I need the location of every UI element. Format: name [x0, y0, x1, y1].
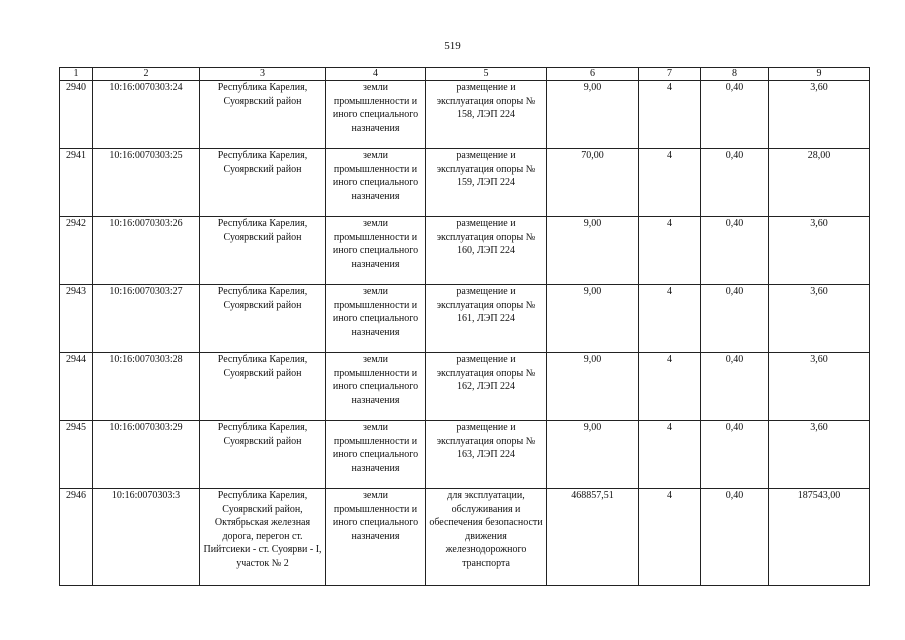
land-category-cell: земли промышленности и иного специального назначения	[326, 81, 426, 149]
permitted-use-cell: размещение и эксплуатация опоры № 159, ЛЭП 224	[426, 149, 547, 217]
location-cell: Республика Карелия, Суоярвский район	[200, 149, 326, 217]
permitted-use-cell: размещение и эксплуатация опоры № 161, ЛЭП 224	[426, 285, 547, 353]
column-7-cell: 4	[639, 81, 701, 149]
page-number: 519	[444, 40, 461, 52]
column-8-cell: 0,40	[701, 489, 769, 586]
land-category-cell: земли промышленности и иного специального назначения	[326, 285, 426, 353]
land-register-table	[59, 67, 870, 586]
cadastral-number-cell: 10:16:0070303:28	[93, 353, 200, 421]
column-7-cell: 4	[639, 217, 701, 285]
column-9-cell: 187543,00	[769, 489, 870, 586]
permitted-use-cell: размещение и эксплуатация опоры № 162, ЛЭП 224	[426, 353, 547, 421]
column-number: 8	[701, 68, 769, 81]
land-category-cell: земли промышленности и иного специального назначения	[326, 489, 426, 586]
permitted-use-cell: размещение и эксплуатация опоры № 158, ЛЭП 224	[426, 81, 547, 149]
column-7-cell: 4	[639, 149, 701, 217]
permitted-use-cell: размещение и эксплуатация опоры № 160, ЛЭП 224	[426, 217, 547, 285]
location-cell: Республика Карелия, Суоярвский район	[200, 285, 326, 353]
cadastral-number-cell: 10:16:0070303:29	[93, 421, 200, 489]
cadastral-number-cell: 10:16:0070303:25	[93, 149, 200, 217]
area-cell: 70,00	[547, 149, 639, 217]
area-cell: 468857,51	[547, 489, 639, 586]
land-category-cell: земли промышленности и иного специального назначения	[326, 217, 426, 285]
land-category-cell: земли промышленности и иного специального назначения	[326, 421, 426, 489]
cadastral-number-cell: 10:16:0070303:3	[93, 489, 200, 586]
location-cell: Республика Карелия, Суоярвский район	[200, 353, 326, 421]
column-9-cell: 3,60	[769, 285, 870, 353]
table-row	[60, 217, 870, 285]
record-number-cell: 2945	[60, 421, 93, 489]
column-9-cell: 28,00	[769, 149, 870, 217]
column-7-cell: 4	[639, 421, 701, 489]
land-category-cell: земли промышленности и иного специального назначения	[326, 149, 426, 217]
record-number-cell: 2941	[60, 149, 93, 217]
cadastral-number-cell: 10:16:0070303:27	[93, 285, 200, 353]
column-8-cell: 0,40	[701, 149, 769, 217]
column-number: 6	[547, 68, 639, 81]
record-number-cell: 2944	[60, 353, 93, 421]
column-9-cell: 3,60	[769, 421, 870, 489]
permitted-use-cell: для эксплуатации, обслуживания и обеспечения безопасности движения железнодорожного транспорта	[426, 489, 547, 586]
record-number-cell: 2943	[60, 285, 93, 353]
table-row	[60, 421, 870, 489]
area-cell: 9,00	[547, 217, 639, 285]
column-number-row	[60, 68, 870, 81]
column-7-cell: 4	[639, 489, 701, 586]
cadastral-number-cell: 10:16:0070303:24	[93, 81, 200, 149]
permitted-use-cell: размещение и эксплуатация опоры № 163, ЛЭП 224	[426, 421, 547, 489]
table-row	[60, 489, 870, 586]
column-9-cell: 3,60	[769, 353, 870, 421]
column-number: 7	[639, 68, 701, 81]
column-8-cell: 0,40	[701, 81, 769, 149]
record-number-cell: 2942	[60, 217, 93, 285]
cadastral-number-cell: 10:16:0070303:26	[93, 217, 200, 285]
column-8-cell: 0,40	[701, 285, 769, 353]
record-number-cell: 2946	[60, 489, 93, 586]
column-number: 2	[93, 68, 200, 81]
column-9-cell: 3,60	[769, 217, 870, 285]
column-number: 4	[326, 68, 426, 81]
land-category-cell: земли промышленности и иного специального назначения	[326, 353, 426, 421]
column-number: 5	[426, 68, 547, 81]
record-number-cell: 2940	[60, 81, 93, 149]
location-cell: Республика Карелия, Суоярвский район, Октябрьская железная дорога, перегон ст. Пийтсиеки - ст. Суоярви - I, участок № 2	[200, 489, 326, 586]
column-8-cell: 0,40	[701, 421, 769, 489]
column-7-cell: 4	[639, 353, 701, 421]
column-number: 1	[60, 68, 93, 81]
column-number: 3	[200, 68, 326, 81]
table-row	[60, 149, 870, 217]
column-7-cell: 4	[639, 285, 701, 353]
location-cell: Республика Карелия, Суоярвский район	[200, 217, 326, 285]
table-row	[60, 353, 870, 421]
area-cell: 9,00	[547, 285, 639, 353]
column-number: 9	[769, 68, 870, 81]
table-row	[60, 81, 870, 149]
area-cell: 9,00	[547, 353, 639, 421]
area-cell: 9,00	[547, 81, 639, 149]
column-8-cell: 0,40	[701, 353, 769, 421]
location-cell: Республика Карелия, Суоярвский район	[200, 421, 326, 489]
column-8-cell: 0,40	[701, 217, 769, 285]
location-cell: Республика Карелия, Суоярвский район	[200, 81, 326, 149]
table-row	[60, 285, 870, 353]
area-cell: 9,00	[547, 421, 639, 489]
column-9-cell: 3,60	[769, 81, 870, 149]
